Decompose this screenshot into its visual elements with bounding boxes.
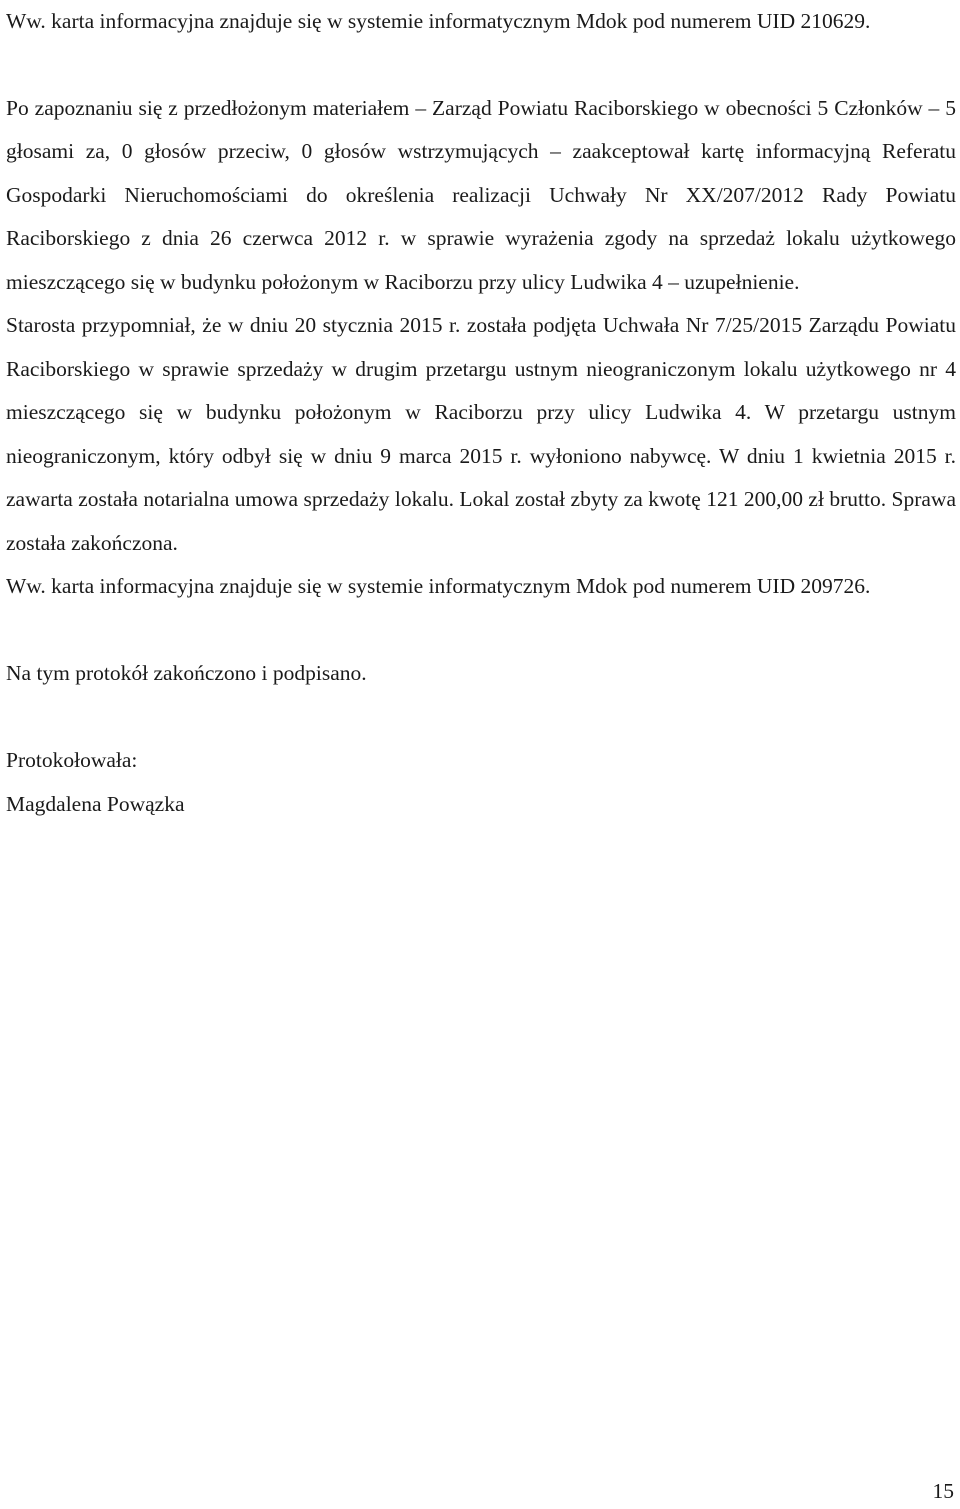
paragraph-decision: Po zapoznaniu się z przedłożonym materiałem – Zarząd Powiatu Raciborskiego w obecności 5 Członków – 5 głosami za, 0 głosów przeciw, 0 głosów wstrzymujących – zaakceptował kartę informacyjną Referatu Gospodarki Nieruchomościami do określenia realizacji Uchwały Nr XX/207/2012 Rady Powiatu Raciborskiego z dnia 26 czerwca 2012 r. w sprawie wyrażenia zgody na sprzedaż lokalu użytkowego mieszczącego się w budynku położonym w Raciborzu przy ulicy Ludwika 4 – uzupełnienie.	[6, 95, 956, 294]
spacer	[6, 695, 956, 739]
signature-label: Protokołowała:	[6, 748, 138, 772]
paragraph-starosta: Starosta przypomniał, że w dniu 20 stycznia 2015 r. została podjęta Uchwała Nr 7/25/2015 Zarządu Powiatu Raciborskiego w sprawie sprzedaży w drugim przetargu ustnym nieograniczonym lokalu użytkowego nr 4 mieszczącego się w budynku położonym w Raciborzu przy ulicy Ludwika 4. W przetargu ustnym nieograniczonym, który odbył się w dniu 9 marca 2015 r. wyłoniono nabywcę. W dniu 1 kwietnia 2015 r. zawarta została notarialna umowa sprzedaży lokalu. Lokal został zbyty za kwotę 121 200,00 zł brutto. Sprawa została zakończona.	[6, 313, 956, 555]
paragraph-closing: Na tym protokół zakończono i podpisano.	[6, 660, 367, 685]
paragraph-reference: Ww. karta informacyjna znajduje się w systemie informatycznym Mdok pod numerem UID 209726.	[6, 574, 871, 598]
spacer	[6, 609, 956, 652]
document-page	[6, 0, 956, 826]
spacer	[6, 44, 956, 87]
page-number: 15	[932, 1479, 954, 1503]
paragraph-intro: Ww. karta informacyjna znajduje się w systemie informatycznym Mdok pod numerem UID 210629.	[6, 9, 871, 33]
signature-name: Magdalena Powązka	[6, 791, 185, 816]
